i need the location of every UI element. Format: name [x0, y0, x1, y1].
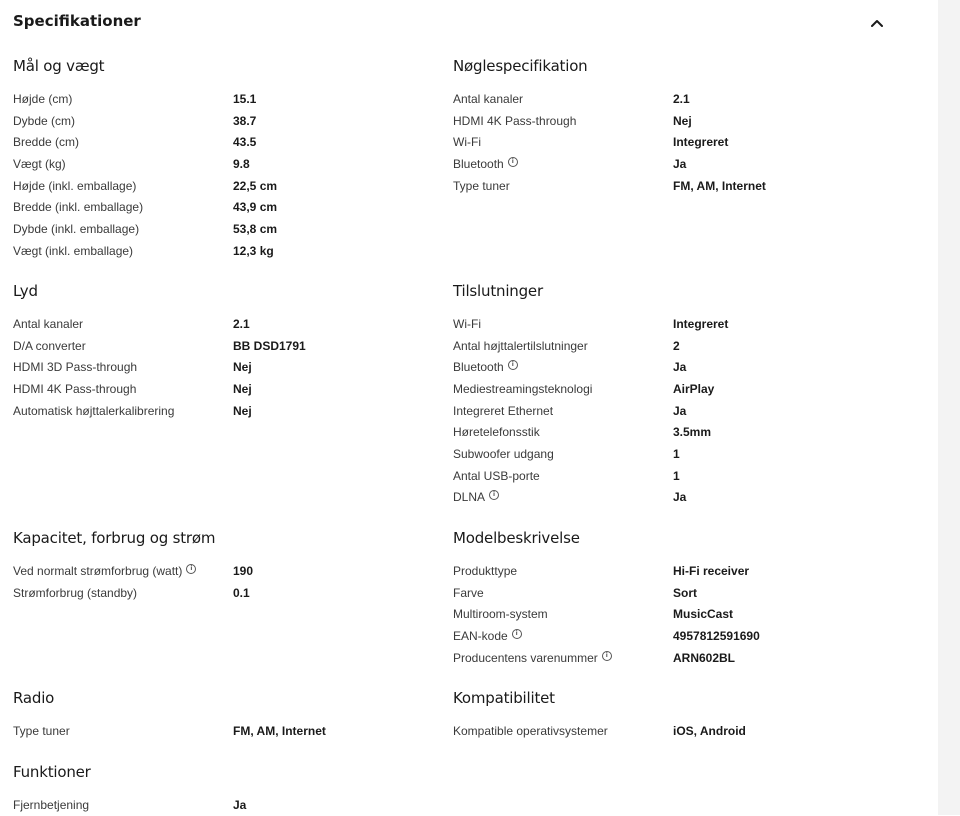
- spec-value: Ja: [233, 797, 247, 812]
- spec-label-wrap: [13, 114, 233, 128]
- spec-row: [453, 582, 893, 604]
- spec-label: Bredde (cm): [13, 135, 80, 150]
- spec-row: [13, 240, 453, 262]
- spec-label-wrap: [453, 447, 673, 461]
- spec-row: [453, 421, 893, 443]
- spec-list: [13, 794, 453, 816]
- spec-label-wrap: [13, 92, 233, 106]
- section-kompatibilitet: [453, 687, 893, 742]
- spec-label-wrap: [13, 135, 233, 149]
- spec-label-wrap: [453, 469, 673, 483]
- spec-label: Høretelefonsstik: [453, 425, 540, 440]
- spec-label: Højde (inkl. emballage): [13, 178, 137, 193]
- spec-label-wrap: [453, 179, 673, 193]
- spec-row: [13, 313, 453, 335]
- spec-value: Integreret: [673, 135, 729, 150]
- spec-label: DLNA: [453, 490, 486, 505]
- spec-label: Type tuner: [13, 723, 70, 738]
- section-modelbeskrivelse: [453, 527, 893, 668]
- spec-value: ARN602BL: [673, 650, 736, 665]
- spec-list: [13, 560, 453, 603]
- spec-label: Ved normalt strømforbrug (watt): [13, 563, 183, 578]
- spec-label-wrap: [13, 798, 233, 812]
- spec-label-wrap: [453, 586, 673, 600]
- spec-label: Vægt (kg): [13, 156, 66, 171]
- spec-row: [13, 110, 453, 132]
- page-title: Specifikationer: [13, 12, 141, 30]
- spec-label-wrap: [453, 339, 673, 353]
- spec-label-wrap: [13, 724, 233, 738]
- spec-label: Farve: [453, 585, 484, 600]
- spec-label-wrap: [13, 404, 233, 418]
- collapse-button[interactable]: [866, 12, 888, 34]
- spec-label-wrap: [453, 629, 673, 643]
- section-tilslutninger: [453, 280, 893, 508]
- spec-label: Fjernbetjening: [13, 797, 90, 812]
- spec-value: iOS, Android: [673, 723, 746, 738]
- spec-label-wrap: [453, 564, 673, 578]
- spec-label-wrap: [453, 425, 673, 439]
- spec-label: Dybde (cm): [13, 113, 76, 128]
- spec-value: 4957812591690: [673, 628, 760, 643]
- spec-value: AirPlay: [673, 381, 715, 396]
- spec-row: [13, 196, 453, 218]
- spec-label: Mediestreamingsteknologi: [453, 381, 593, 396]
- spec-label-wrap: [13, 222, 233, 236]
- section-title: Lyd: [13, 282, 38, 300]
- spec-value: Ja: [673, 490, 687, 505]
- spec-row: [453, 110, 893, 132]
- spec-label-wrap: [13, 317, 233, 331]
- spec-value: Hi-Fi receiver: [673, 563, 750, 578]
- spec-row: [13, 560, 453, 582]
- info-icon[interactable]: i: [186, 564, 196, 574]
- spec-list: [13, 313, 453, 421]
- spec-value: Ja: [673, 403, 687, 418]
- section-kapacitet-forbrug-og-strom: [13, 527, 453, 603]
- spec-label-wrap: [13, 586, 233, 600]
- spec-value: 12,3 kg: [233, 243, 274, 258]
- spec-row: [453, 720, 893, 742]
- spec-label-wrap: [453, 404, 673, 418]
- info-icon[interactable]: i: [489, 490, 499, 500]
- spec-value: Ja: [673, 156, 687, 171]
- section-title: Mål og vægt: [13, 57, 105, 75]
- spec-value: 1: [673, 446, 680, 461]
- spec-value: 22,5 cm: [233, 178, 278, 193]
- spec-row: [453, 647, 893, 669]
- spec-row: [453, 131, 893, 153]
- spec-row: [13, 88, 453, 110]
- spec-label: Vægt (inkl. emballage): [13, 243, 134, 258]
- section-funktioner: [13, 761, 453, 816]
- spec-label: Strømforbrug (standby): [13, 585, 138, 600]
- info-icon[interactable]: i: [602, 651, 612, 661]
- spec-value: Nej: [233, 360, 252, 375]
- spec-value: 15.1: [233, 91, 257, 106]
- spec-row: [13, 378, 453, 400]
- spec-label: D/A converter: [13, 338, 86, 353]
- spec-value: Integreret: [673, 316, 729, 331]
- spec-label-wrap: [13, 244, 233, 258]
- spec-row: [453, 378, 893, 400]
- spec-label: Bluetooth: [453, 156, 504, 171]
- spec-row: [453, 603, 893, 625]
- scrollbar-track[interactable]: [938, 0, 960, 815]
- spec-label-wrap: [13, 360, 233, 374]
- spec-value: 2.1: [233, 316, 250, 331]
- spec-row: [13, 153, 453, 175]
- info-icon[interactable]: i: [508, 157, 518, 167]
- spec-row: [453, 443, 893, 465]
- spec-value: BB DSD1791: [233, 338, 306, 353]
- spec-label-wrap: [453, 135, 673, 149]
- spec-label: HDMI 4K Pass-through: [13, 381, 137, 396]
- spec-label: Wi-Fi: [453, 316, 481, 331]
- spec-row: [13, 794, 453, 816]
- spec-row: [453, 313, 893, 335]
- spec-list: [13, 88, 453, 262]
- info-icon[interactable]: i: [508, 360, 518, 370]
- spec-label: Bluetooth: [453, 360, 504, 375]
- spec-label: Automatisk højttalerkalibrering: [13, 403, 175, 418]
- spec-label-wrap: [453, 724, 673, 738]
- spec-value: Nej: [673, 113, 692, 128]
- spec-label: Subwoofer udgang: [453, 446, 554, 461]
- spec-row: [453, 465, 893, 487]
- spec-value: 9.8: [233, 156, 250, 171]
- spec-row: [13, 400, 453, 422]
- spec-label-wrap: [13, 564, 233, 578]
- section-lyd: [13, 280, 453, 421]
- chevron-up-icon: [871, 19, 883, 27]
- spec-value: 53,8 cm: [233, 221, 278, 236]
- spec-value: 2.1: [673, 91, 690, 106]
- spec-list: [453, 720, 893, 742]
- section-mal-og-vaegt: [13, 55, 453, 262]
- spec-label: Antal kanaler: [453, 91, 524, 106]
- spec-label: Integreret Ethernet: [453, 403, 554, 418]
- spec-label-wrap: [13, 179, 233, 193]
- section-radio: [13, 687, 453, 742]
- info-icon[interactable]: i: [512, 629, 522, 639]
- spec-label-wrap: [453, 92, 673, 106]
- spec-label: Højde (cm): [13, 91, 73, 106]
- spec-value: 190: [233, 563, 254, 578]
- spec-label-wrap: [453, 382, 673, 396]
- section-title: Kompatibilitet: [453, 689, 555, 707]
- spec-value: 38.7: [233, 113, 257, 128]
- spec-value: Nej: [233, 381, 252, 396]
- spec-label-wrap: [13, 339, 233, 353]
- spec-list: [453, 560, 893, 668]
- spec-row: [453, 400, 893, 422]
- spec-value: 3.5mm: [673, 425, 712, 440]
- spec-value: 2: [673, 338, 680, 353]
- section-title: Funktioner: [13, 763, 91, 781]
- spec-value: Nej: [233, 403, 252, 418]
- spec-label: HDMI 3D Pass-through: [13, 360, 138, 375]
- spec-label-wrap: [13, 382, 233, 396]
- spec-label: Wi-Fi: [453, 135, 481, 150]
- spec-label-wrap: [453, 157, 673, 171]
- spec-label-wrap: [453, 490, 673, 504]
- section-title: Tilslutninger: [453, 282, 543, 300]
- spec-row: [453, 88, 893, 110]
- spec-label: Antal kanaler: [13, 316, 84, 331]
- spec-label-wrap: [453, 114, 673, 128]
- spec-list: [453, 313, 893, 508]
- spec-label-wrap: [13, 200, 233, 214]
- spec-label: Kompatible operativsystemer: [453, 723, 608, 738]
- spec-row: [13, 131, 453, 153]
- spec-label: Dybde (inkl. emballage): [13, 221, 140, 236]
- spec-row: [13, 218, 453, 240]
- spec-value: FM, AM, Internet: [673, 178, 766, 193]
- spec-row: [453, 356, 893, 378]
- spec-value: 43,9 cm: [233, 200, 278, 215]
- spec-value: 0.1: [233, 585, 250, 600]
- spec-row: [453, 175, 893, 197]
- spec-value: MusicCast: [673, 607, 734, 622]
- spec-label: Multiroom-system: [453, 607, 548, 622]
- spec-row: [13, 582, 453, 604]
- spec-row: [13, 720, 453, 742]
- spec-value: Ja: [673, 360, 687, 375]
- spec-row: [13, 356, 453, 378]
- spec-value: Sort: [673, 585, 697, 600]
- spec-label-wrap: [453, 607, 673, 621]
- spec-row: [453, 625, 893, 647]
- spec-list: [13, 720, 453, 742]
- spec-row: [453, 153, 893, 175]
- spec-row: [453, 487, 893, 509]
- section-title: Nøglespecifikation: [453, 57, 588, 75]
- spec-label: Bredde (inkl. emballage): [13, 200, 144, 215]
- spec-value: 1: [673, 468, 680, 483]
- spec-label-wrap: [453, 651, 673, 665]
- spec-label: Type tuner: [453, 178, 510, 193]
- spec-value: FM, AM, Internet: [233, 723, 326, 738]
- section-title: Kapacitet, forbrug og strøm: [13, 529, 216, 547]
- spec-list: [453, 88, 893, 196]
- spec-row: [453, 560, 893, 582]
- spec-row: [13, 175, 453, 197]
- spec-label: Antal højttalertilslutninger: [453, 338, 588, 353]
- section-noglespecifikation: [453, 55, 893, 196]
- spec-label: EAN-kode: [453, 628, 508, 643]
- spec-label: Produkttype: [453, 563, 518, 578]
- spec-label: HDMI 4K Pass-through: [453, 113, 577, 128]
- section-title: Modelbeskrivelse: [453, 529, 580, 547]
- section-title: Radio: [13, 689, 55, 707]
- spec-label: Antal USB-porte: [453, 468, 540, 483]
- spec-label: Producentens varenummer: [453, 650, 598, 665]
- spec-label-wrap: [453, 360, 673, 374]
- spec-value: 43.5: [233, 135, 257, 150]
- spec-label-wrap: [453, 317, 673, 331]
- spec-row: [13, 335, 453, 357]
- spec-label-wrap: [13, 157, 233, 171]
- spec-row: [453, 335, 893, 357]
